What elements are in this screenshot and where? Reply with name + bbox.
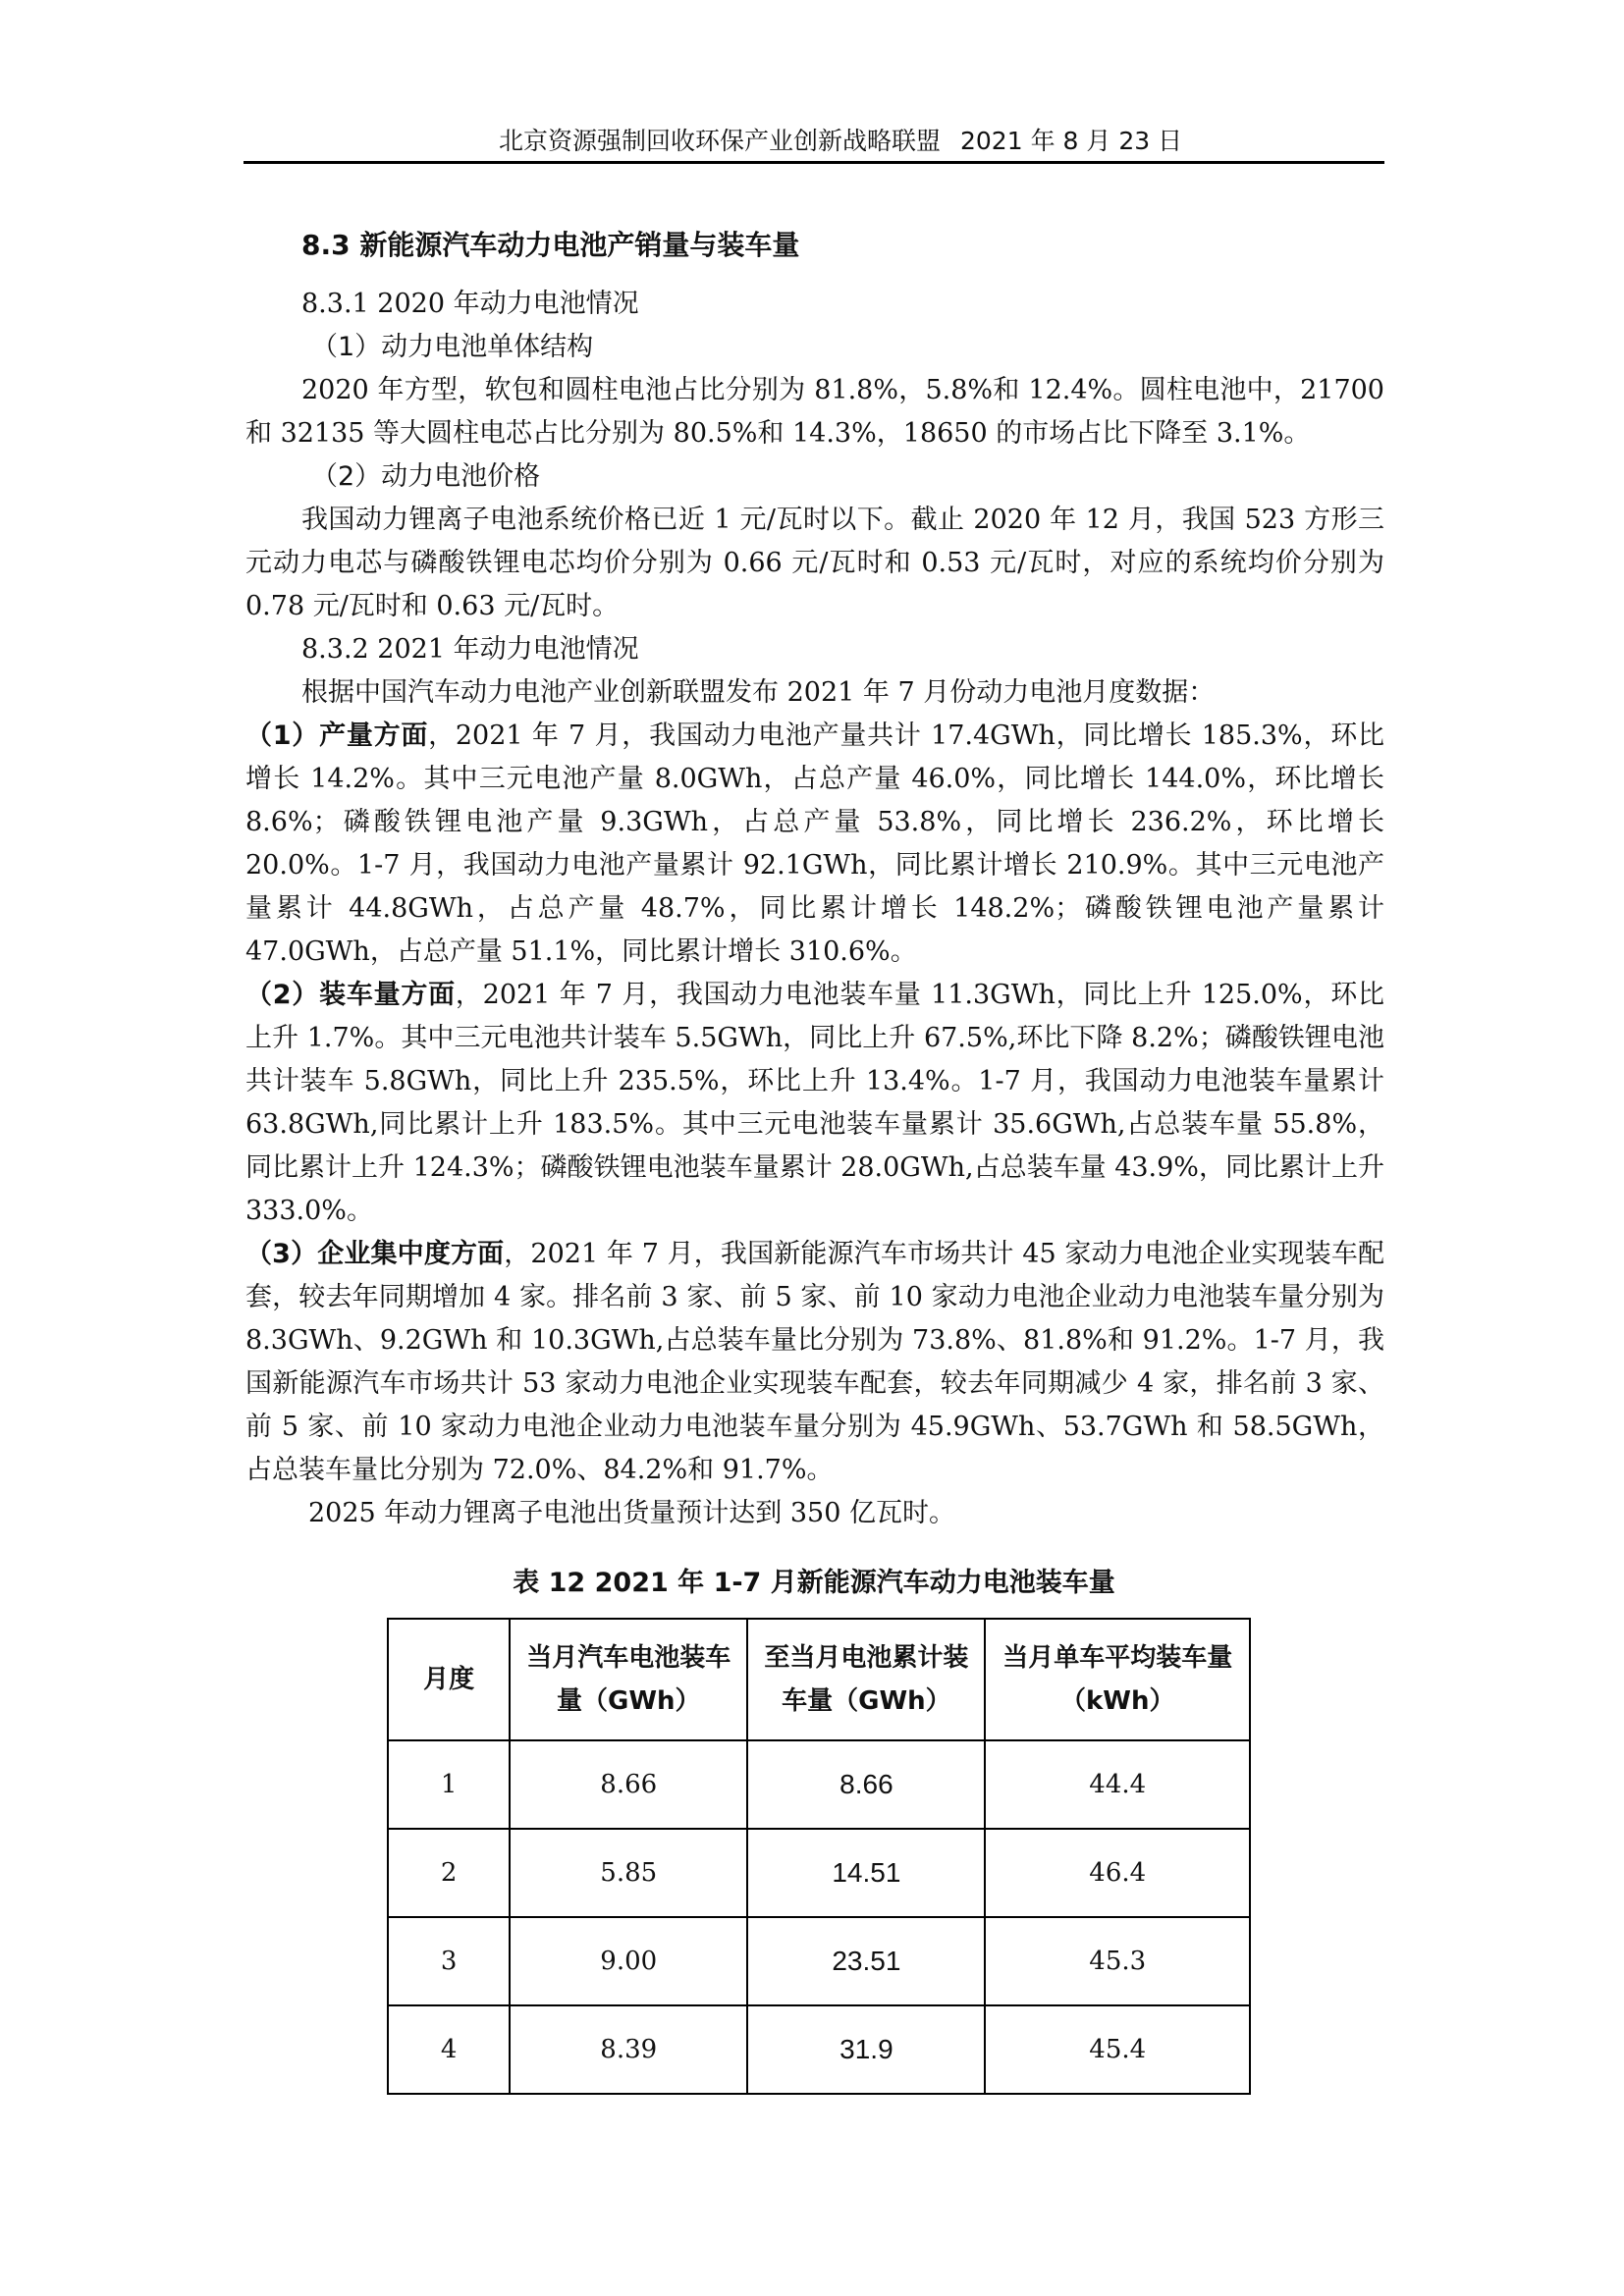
cell-cumulative-install: 31.9: [747, 2005, 985, 2094]
table-row: [388, 1740, 1250, 1829]
cell-avg-per-vehicle: 46.4: [985, 1829, 1250, 1917]
concentration-paragraph: [245, 1233, 1384, 1492]
table-row: [388, 1917, 1250, 2005]
installation-table: [387, 1618, 1251, 2095]
column-header-month: 月度: [388, 1619, 510, 1740]
document-body: [245, 196, 1384, 1535]
cell-structure-heading: （1）动力电池单体结构: [311, 332, 594, 362]
install-paragraph: [245, 974, 1384, 1233]
cell-month: 1: [388, 1740, 510, 1829]
production-lead: （1）产量方面: [245, 721, 429, 751]
subsection-2021-title: 8.3.2 2021 年动力电池情况: [301, 634, 639, 665]
cell-monthly-install: 5.85: [510, 1829, 747, 1917]
cell-cumulative-install: 14.51: [747, 1829, 985, 1917]
cell-avg-per-vehicle: 45.3: [985, 1917, 1250, 2005]
cell-cumulative-install: 8.66: [747, 1740, 985, 1829]
concentration-lead: （3）企业集中度方面: [245, 1239, 505, 1269]
cell-monthly-install: 9.00: [510, 1917, 747, 2005]
cell-avg-per-vehicle: 44.4: [985, 1740, 1250, 1829]
production-paragraph: [245, 715, 1384, 974]
table-row: [388, 2005, 1250, 2094]
cell-month: 2: [388, 1829, 510, 1917]
price-heading: （2）动力电池价格: [311, 461, 541, 492]
production-text: ，2021 年 7 月，我国动力电池产量共计 17.4GWh，同比增长 185.3%，环比增长 14.2%。其中三元电池产量 8.0GWh，占总产量 46.0%，同比增长 144.0%，环比增长 8.6%；磷酸铁锂电池产量 9.3GWh，占总产量 53.8%，同比增长 236.2%，环比增长 20.0%。1-7 月，我国动力电池产量累计 92.1GWh，同比累计增长 210.9%。其中三元电池产量累计 44.8GWh，占总产量 48.7%，同比累计增长 148.2%；磷酸铁锂电池产量累计 47.0GWh，占总产量 51.1%，同比累计增长 310.6%。: [245, 721, 1384, 967]
price-paragraph: 我国动力锂离子电池系统价格已近 1 元/瓦时以下。截止 2020 年 12 月，我国 523 方形三元动力电芯与磷酸铁锂电芯均价分别为 0.66 元/瓦时和 0.53 元/瓦时，对应的系统均价分别为 0.78 元/瓦时和 0.63 元/瓦时。: [245, 505, 1384, 621]
subsection-2020-title: 8.3.1 2020 年动力电池情况: [301, 289, 639, 319]
cell-month: 3: [388, 1917, 510, 2005]
cell-cumulative-install: 23.51: [747, 1917, 985, 2005]
install-lead: （2）装车量方面: [245, 980, 456, 1010]
table-row: [388, 1829, 1250, 1917]
intro-paragraph: 根据中国汽车动力电池产业创新联盟发布 2021 年 7 月份动力电池月度数据：: [301, 677, 1216, 708]
table-header-row: [388, 1619, 1250, 1740]
cell-monthly-install: 8.39: [510, 2005, 747, 2094]
cell-avg-per-vehicle: 45.4: [985, 2005, 1250, 2094]
column-header-cumulative-install: 至当月电池累计装车量（GWh）: [747, 1619, 985, 1740]
page-header: [244, 116, 1384, 164]
concentration-text: ，2021 年 7 月，我国新能源汽车市场共计 45 家动力电池企业实现装车配套，较去年同期增加 4 家。排名前 3 家、前 5 家、前 10 家动力电池企业动力电池装车量分别为 8.3GWh、9.2GWh 和 10.3GWh,占总装车量比分别为 73.8%、81.8%和 91.2%。1-7 月，我国新能源汽车市场共计 53 家动力电池企业实现装车配套，较去年同期减少 4 家，排名前 3 家、前 5 家、前 10 家动力电池企业动力电池装车量分别为 45.9GWh、53.7GWh 和 58.5GWh，占总装车量比分别为 72.0%、84.2%和 91.7%。: [245, 1239, 1384, 1485]
table-title: 表 12 2021 年 1-7 月新能源汽车动力电池装车量: [513, 1568, 1115, 1598]
header-date: 2021 年 8 月 23 日: [960, 127, 1183, 155]
forecast-paragraph: 2025 年动力锂离子电池出货量预计达到 350 亿瓦时。: [308, 1498, 955, 1528]
cell-monthly-install: 8.66: [510, 1740, 747, 1829]
section-title: 8.3 新能源汽车动力电池产销量与装车量: [301, 229, 800, 261]
cell-structure-paragraph: 2020 年方型，软包和圆柱电池占比分别为 81.8%，5.8%和 12.4%。圆柱电池中，21700 和 32135 等大圆柱电芯占比分别为 80.5%和 14.3%，18650 的市场占比下降至 3.1%。: [245, 375, 1384, 449]
column-header-avg-per-vehicle: 当月单车平均装车量（kWh）: [985, 1619, 1250, 1740]
header-organization: 北京资源强制回收环保产业创新战略联盟: [499, 127, 942, 155]
cell-month: 4: [388, 2005, 510, 2094]
column-header-monthly-install: 当月汽车电池装车量（GWh）: [510, 1619, 747, 1740]
install-text: ，2021 年 7 月，我国动力电池装车量 11.3GWh，同比上升 125.0%，环比上升 1.7%。其中三元电池共计装车 5.5GWh，同比上升 67.5%,环比下降 8.2%；磷酸铁锂电池共计装车 5.8GWh，同比上升 235.5%，环比上升 13.4%。1-7 月，我国动力电池装车量累计 63.8GWh,同比累计上升 183.5%。其中三元电池装车量累计 35.6GWh,占总装车量 55.8%，同比累计上升 124.3%；磷酸铁锂电池装车量累计 28.0GWh,占总装车量 43.9%，同比累计上升 333.0%。: [245, 980, 1384, 1226]
